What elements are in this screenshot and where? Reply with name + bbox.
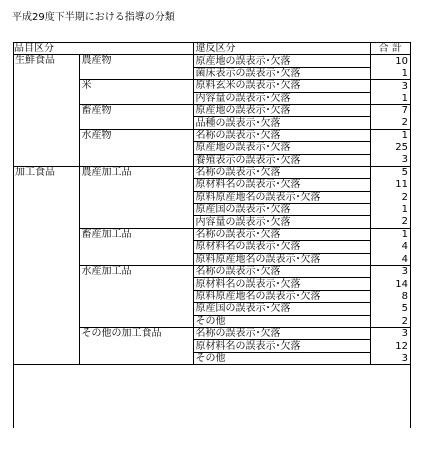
total-cell: 1 [370,204,410,216]
table-row [13,166,410,178]
violation-cell: 菌床表示の誤表示･欠落 [193,67,370,79]
total-cell: 4 [370,253,410,265]
violation-cell: 原産国の誤表示･欠落 [193,204,370,216]
violation-cell: 名称の誤表示･欠落 [193,129,370,141]
violation-cell: 原料玄米の誤表示･欠落 [193,80,370,92]
violation-cell: 原材料名の誤表示･欠落 [193,179,370,191]
subcategory-cell: 米 [79,80,193,105]
violation-cell: 原産地の誤表示･欠落 [193,104,370,116]
total-cell: 1 [370,92,410,104]
total-cell: 3 [370,266,410,278]
violation-cell: 原料原産地名の誤表示･欠落 [193,253,370,265]
subcategory-cell: 畜産加工品 [79,228,193,265]
total-cell: 10 [370,55,410,67]
violation-cell: 原料原産地名の誤表示･欠落 [193,290,370,302]
violation-cell: 原産国の誤表示･欠落 [193,303,370,315]
total-cell: 12 [370,340,410,352]
violation-cell: 原料原産地名の誤表示･欠落 [193,191,370,203]
violation-cell: 名称の誤表示･欠落 [193,266,370,278]
total-cell: 2 [370,315,410,327]
header-subcategory [79,43,193,55]
subcategory-cell: 農産加工品 [79,166,193,228]
violation-cell: 原材料名の誤表示･欠落 [193,340,370,352]
table-header-row [13,43,410,55]
table-row [13,55,410,67]
total-cell: 1 [370,67,410,79]
total-cell: 11 [370,179,410,191]
total-cell: 5 [370,303,410,315]
subcategory-cell: 水産加工品 [79,266,193,328]
item-category-cell: 生鮮食品 [13,55,79,167]
item-category-cell: 加工食品 [13,166,79,364]
total-cell: 4 [370,241,410,253]
violation-cell: 原材料名の誤表示･欠落 [193,278,370,290]
violation-cell: 内容量の誤表示･欠落 [193,216,370,228]
violation-cell: 名称の誤表示･欠落 [193,327,370,339]
violation-cell: その他 [193,315,370,327]
total-cell: 2 [370,191,410,203]
total-cell: 25 [370,142,410,154]
total-cell: 2 [370,117,410,129]
violation-cell: 原産地の誤表示･欠落 [193,142,370,154]
header-violation-category: 違反区分 [193,43,370,55]
violation-cell: 内容量の誤表示･欠落 [193,92,370,104]
violation-cell: 名称の誤表示･欠落 [193,166,370,178]
total-cell: 7 [370,104,410,116]
total-cell: 1 [370,228,410,240]
violation-cell: 養殖表示の誤表示･欠落 [193,154,370,166]
subcategory-cell: 農産物 [79,55,193,80]
violation-cell: その他 [193,352,370,364]
total-cell: 3 [370,154,410,166]
total-cell: 1 [370,129,410,141]
violation-cell: 品種の誤表示･欠落 [193,117,370,129]
header-item-category: 品目区分 [13,43,79,55]
violation-classification-table [13,42,410,365]
total-cell: 8 [370,290,410,302]
total-cell: 14 [370,278,410,290]
header-total: 合 計 [370,43,410,55]
total-cell: 5 [370,166,410,178]
violation-cell: 名称の誤表示･欠落 [193,228,370,240]
violation-cell: 原産地の誤表示･欠落 [193,55,370,67]
page-title: 平成29度下半期における指導の分類 [12,12,175,23]
total-cell: 3 [370,352,410,364]
subcategory-cell: 水産物 [79,129,193,166]
subcategory-cell: 畜産物 [79,104,193,129]
total-cell: 3 [370,327,410,339]
subcategory-cell: その他の加工食品 [79,327,193,364]
violation-cell: 原材料名の誤表示･欠落 [193,241,370,253]
total-cell: 2 [370,216,410,228]
total-cell: 3 [370,80,410,92]
